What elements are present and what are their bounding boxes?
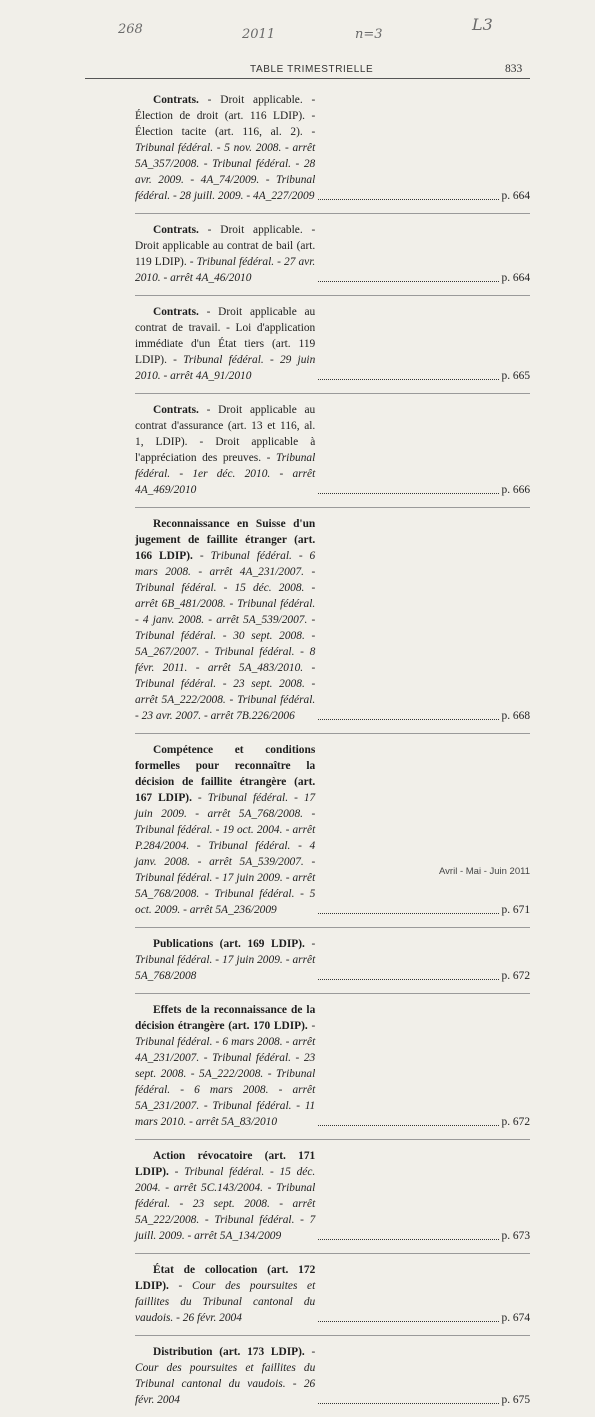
index-entry: [135, 516, 530, 724]
entry-separator: [135, 1335, 530, 1336]
entry-separator: [135, 393, 530, 394]
index-entry: [135, 742, 530, 918]
entry-subject: Contrats.: [153, 404, 199, 416]
entry-text: - Droit applicable. - Droit applicable au contrat de bail (art. 119 LDIP). -: [135, 224, 316, 268]
handwritten-year: 2011: [242, 27, 276, 42]
index-entry: [135, 304, 530, 384]
entry-separator: [135, 733, 530, 734]
entry-separator: [135, 295, 530, 296]
entry-sources: Tribunal fédéral. - 15 déc. 2004. - arrêt 5C.143/2004. - Tribunal fédéral. - 23 sept. 2008. - arrêt 5A_222/2008. - Tribunal fédéral. - 7 juill. 2009. - arrêt 5A_134/2009: [135, 1166, 316, 1242]
index-entry: [135, 1344, 530, 1408]
index-entry: [135, 936, 530, 984]
entry-text: -: [307, 1020, 316, 1032]
entry-sources: Tribunal fédéral. - 17 juin 2009. - arrêt 5A_768/2008. - Tribunal fédéral. - 19 oct. 2004. - arrêt P.284/2004. - Tribunal fédéral. - 4 janv. 2008. - arrêt 5A_539/2007. - Tribunal fédéral. - 17 juin 2009. - arrêt 5A_768/2008. - Tribunal fédéral. - 5 oct. 2009. - arrêt 5A_236/2009: [135, 792, 316, 916]
dot-leader: [318, 719, 498, 720]
dot-leader: [318, 281, 498, 282]
entry-page-reference: p. 672: [501, 1116, 531, 1128]
dot-leader: [318, 379, 498, 380]
entry-page-reference: p. 665: [501, 370, 531, 382]
entry-separator: [135, 507, 530, 508]
entry-text: -: [304, 1346, 316, 1358]
dot-leader: [318, 913, 498, 914]
entry-subject: Publications (art. 169 LDIP).: [153, 938, 305, 950]
entry-page-reference: p. 668: [501, 710, 531, 722]
entry-text: - Droit applicable au contrat de travail. - Loi d'application immédiate d'un État tiers (art. 119 LDIP). -: [135, 306, 316, 366]
entry-subject: Contrats.: [153, 306, 199, 318]
entry-sources: Tribunal fédéral. - 29 juin 2010. - arrêt 4A_91/2010: [135, 354, 316, 382]
entry-text: - Droit applicable. - Élection de droit (art. 116 LDIP). - Élection tacite (art. 116, al. 2). -: [135, 94, 316, 138]
handwritten-number: 268: [118, 22, 143, 37]
index-entry: [135, 1148, 530, 1244]
handwritten-corner-mark: L3: [472, 15, 493, 34]
page-number: 833: [505, 63, 523, 75]
entry-subject: Effets de la reconnaissance de la décision étrangère (art. 170 LDIP).: [135, 1004, 316, 1032]
entry-sources: Tribunal fédéral. - 17 juin 2009. - arrêt 5A_768/2008: [135, 954, 316, 982]
entry-text: -: [168, 1166, 185, 1178]
entry-sources: Cour des poursuites et faillites du Tribunal cantonal du vaudois. - 26 févr. 2004: [135, 1280, 316, 1324]
entry-subject: Compétence et conditions formelles pour reconnaître la décision de faillite étrangère (art. 167 LDIP).: [135, 744, 316, 804]
index-entries: [135, 92, 530, 1417]
entry-page-reference: p. 673: [501, 1230, 531, 1242]
entry-page-reference: p. 671: [501, 904, 531, 916]
running-header-title: TABLE TRIMESTRIELLE: [250, 64, 374, 75]
entry-subject: Contrats.: [153, 224, 199, 236]
entry-separator: [135, 213, 530, 214]
dot-leader: [318, 1403, 498, 1404]
entry-text: -: [191, 792, 208, 804]
entry-separator: [135, 993, 530, 994]
entry-separator: [135, 927, 530, 928]
issue-footer: Avril - Mai - Juin 2011: [439, 866, 530, 877]
entry-subject: Action révocatoire (art. 171 LDIP).: [135, 1150, 316, 1178]
entry-subject: État de collocation (art. 172 LDIP).: [135, 1264, 316, 1292]
entry-sources: Tribunal fédéral. - 27 avr. 2010. - arrêt 4A_46/2010: [135, 256, 316, 284]
dot-leader: [318, 1125, 498, 1126]
entry-page-reference: p. 664: [501, 272, 531, 284]
entry-subject: Reconnaissance en Suisse d'un jugement de faillite étranger (art. 166 LDIP).: [135, 518, 316, 562]
entry-page-reference: p. 674: [501, 1312, 531, 1324]
entry-separator: [135, 1139, 530, 1140]
entry-sources: Cour des poursuites et faillites du Tribunal cantonal du vaudois. - 26 févr. 2004: [135, 1362, 316, 1406]
entry-separator: [135, 1253, 530, 1254]
header-rule: [85, 78, 530, 79]
index-entry: [135, 92, 530, 204]
entry-page-reference: p. 675: [501, 1394, 531, 1406]
entry-text: -: [192, 550, 211, 562]
entry-sources: Tribunal fédéral. - 5 nov. 2008. - arrêt 5A_357/2008. - Tribunal fédéral. - 28 avr. 2009. - 4A_74/2009. - Tribunal fédéral. - 28 juill. 2009. - 4A_227/2009: [135, 142, 316, 202]
entry-sources: Tribunal fédéral. - 6 mars 2008. - arrêt 4A_231/2007. - Tribunal fédéral. - 15 déc. 2008. - arrêt 6B_481/2008. - Tribunal fédéral. - 4 janv. 2008. - arrêt 5A_539/2007. - Tribunal fédéral. - 30 sept. 2008. - 5A_267/2007. - Tribunal fédéral. - 8 févr. 2011. - arrêt 5A_483/2010. - Tribunal fédéral. - 23 sept. 2008. - arrêt 5A_222/2008. - Tribunal fédéral. - 23 avr. 2007. - arrêt 7B.226/2006: [135, 550, 316, 722]
index-entry: [135, 402, 530, 498]
entry-text: - Droit applicable au contrat d'assurance (art. 13 et 116, al. 1, LDIP). - Droit applicable à l'appréciation des preuves. -: [135, 404, 316, 464]
entry-page-reference: p. 672: [501, 970, 531, 982]
entry-text: -: [168, 1280, 192, 1292]
dot-leader: [318, 199, 498, 200]
dot-leader: [318, 1239, 498, 1240]
entry-sources: Tribunal fédéral. - 1er déc. 2010. - arrêt 4A_469/2010: [135, 452, 316, 496]
entry-text: -: [304, 938, 316, 950]
entry-subject: Distribution (art. 173 LDIP).: [153, 1346, 305, 1358]
index-entry: [135, 1262, 530, 1326]
entry-subject: Contrats.: [153, 94, 199, 106]
dot-leader: [318, 979, 498, 980]
dot-leader: [318, 493, 498, 494]
index-entry: [135, 222, 530, 286]
entry-sources: Tribunal fédéral. - 6 mars 2008. - arrêt 4A_231/2007. - Tribunal fédéral. - 23 sept. 2008. - 5A_222/2008. - Tribunal fédéral. - 6 mars 2008. - arrêt 5A_231/2007. - Tribunal fédéral. - 11 mars 2010. - arrêt 5A_83/2010: [135, 1036, 316, 1128]
handwritten-count: n=3: [355, 27, 383, 42]
dot-leader: [318, 1321, 498, 1322]
entry-page-reference: p. 664: [501, 190, 531, 202]
entry-page-reference: p. 666: [501, 484, 531, 496]
index-entry: [135, 1002, 530, 1130]
